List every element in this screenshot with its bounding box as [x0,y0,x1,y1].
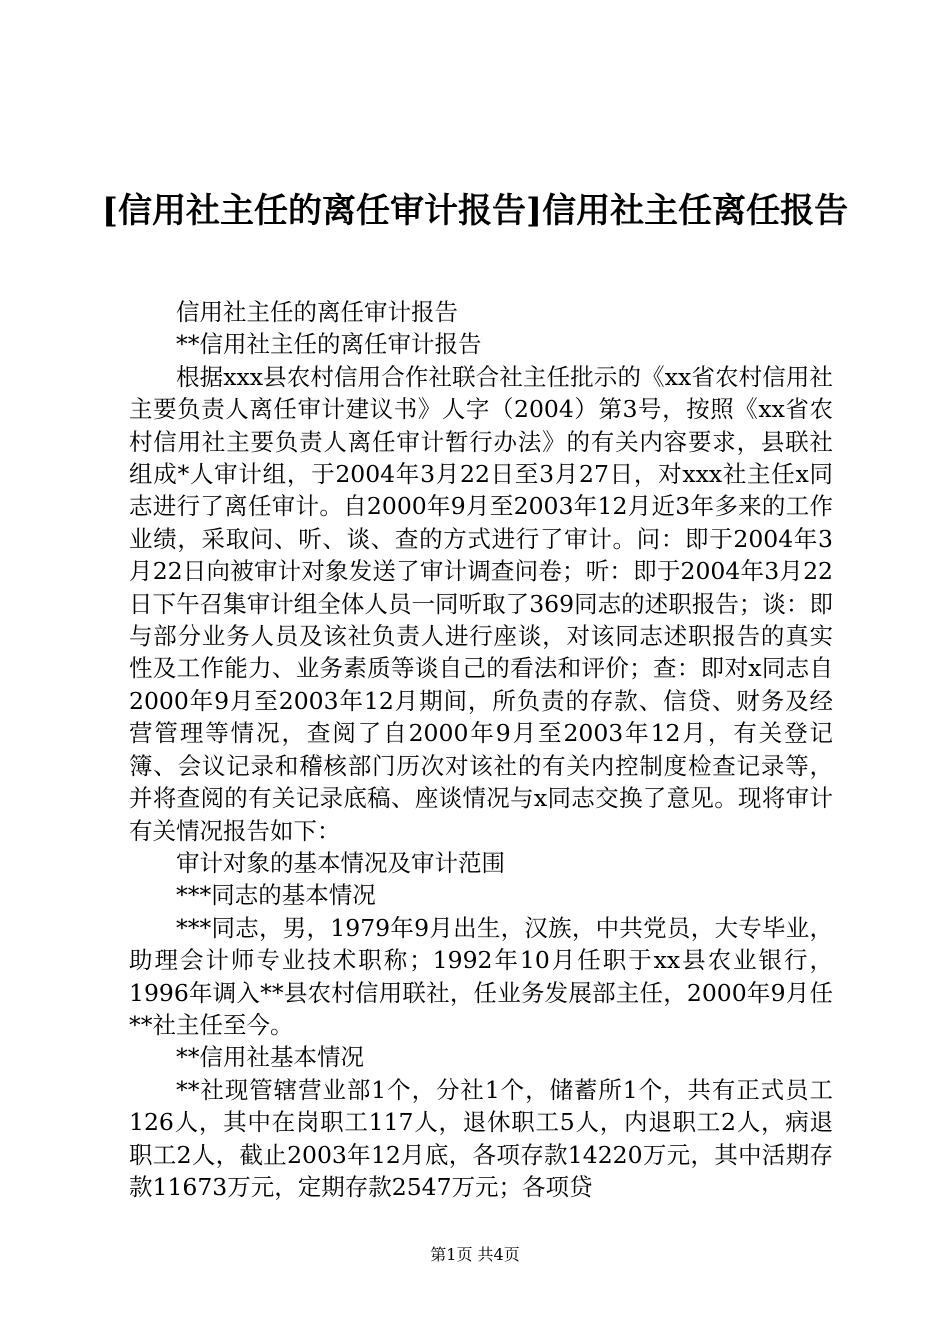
document-title: [信用社主任的离任审计报告]信用社主任离任报告 [101,191,849,231]
paragraph-person-details: ***同志，男，1979年9月出生，汉族，中共党员，大专毕业，助理会计师专业技术职称；1992年10月任职于xx县农业银行，1996年调入**县农村信用联社，任业务发展部主任，2000年9月任**社主任至今。 [129,913,833,1039]
paragraph-heading: 信用社主任的离任审计报告 [176,298,458,326]
paragraph-section-heading: 审计对象的基本情况及审计范围 [176,848,505,877]
paragraph-subheading: **信用社主任的离任审计报告 [176,330,482,359]
paragraph-branch-details: **社现管辖营业部1个，分社1个，储蓄所1个，共有正式员工126人，其中在岗职工117人，退休职工5人，内退职工2人，病退职工2人，截止2003年12月底，各项存款14220万元，其中活期存款11673万元，定期存款2547万元；各项贷 [129,1075,833,1201]
paragraph-person-heading: ***同志的基本情况 [176,881,376,910]
paragraph-branch-heading: **信用社基本情况 [176,1043,364,1072]
page-number: 第1页 共4页 [430,1245,520,1264]
document-body [129,296,833,1203]
paragraph-intro: 根据xxx县农村信用合作社联合社主任批示的《xx省农村信用社主要负责人离任审计建议书》人字（2004）第3号，按照《xx省农村信用社主要负责人离任审计暂行办法》的有关内容要求，县联社组成*人审计组，于2004年3月22日至3月27日，对xxx社主任x同志进行了离任审计。自2000年9月至2003年12月近3年多来的工作业绩，采取问、听、谈、查的方式进行了审计。问：即于2004年3月22日向被审计对象发送了审计调查问卷；听：即于2004年3月22日下午召集审计组全体人员一同听取了369同志的述职报告；谈：即与部分业务人员及该社负责人进行座谈，对该同志述职报告的真实性及工作能力、业务素质等谈自己的看法和评价；查：即对x同志自2000年9月至2003年12月期间，所负责的存款、信贷、财务及经营管理等情况，查阅了自2000年9月至2003年12月，有关登记簿、会议记录和稽核部门历次对该社的有关内控制度检查记录等，并将查阅的有关记录底稿、座谈情况与x同志交换了意见。现将审计有关情况报告如下： [129,362,833,845]
